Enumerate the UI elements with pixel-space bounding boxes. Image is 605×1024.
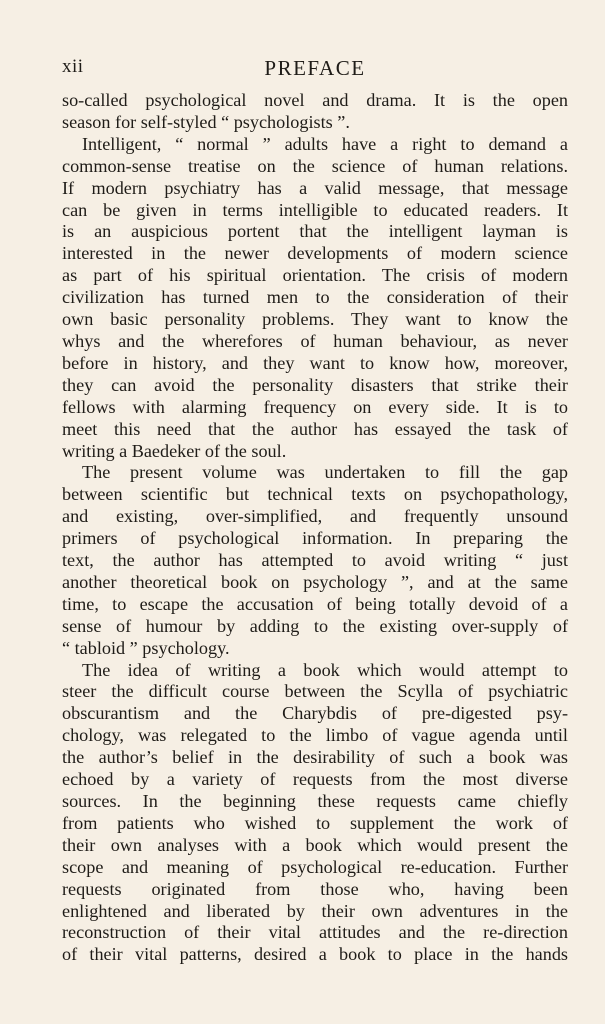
text-line: text, the author has attempted to avoid writing “ just (62, 550, 568, 571)
text-line: “ tabloid ” psychology. (62, 637, 230, 658)
text-line: The present volume was undertaken to fill the gap (82, 462, 568, 483)
text-line: the author’s belief in the desirability of such a book was (62, 747, 568, 768)
running-head: PREFACE (264, 56, 366, 80)
text-line: fellows with alarming frequency on every side. It is to (62, 396, 568, 417)
preface-body-text (62, 90, 568, 966)
text-line: of their vital patterns, desired a book to place in the hands (62, 944, 568, 965)
text-line: The idea of writing a book which would attempt to (82, 659, 568, 680)
text-line: season for self-styled “ psychologists ”. (62, 111, 350, 132)
text-line: before in history, and they want to know how, moreover, (62, 352, 568, 373)
text-line: they can avoid the personality disasters that strike their (62, 374, 568, 395)
text-line: another theoretical book on psychology ”, and at the same (62, 571, 568, 592)
text-line: their own analyses with a book which would present the (62, 834, 568, 855)
text-line: so-called psychological novel and drama. It is the open (62, 90, 568, 110)
text-line: whys and the wherefores of human behaviour, as never (62, 330, 568, 351)
text-line: enlightened and liberated by their own adventures in the (62, 900, 568, 921)
text-line: meet this need that the author has essayed the task of (62, 418, 568, 439)
text-line: civilization has turned men to the consideration of their (62, 287, 568, 308)
text-line: sense of humour by adding to the existing over-supply of (62, 615, 568, 636)
text-line: time, to escape the accusation of being totally devoid of a (62, 593, 568, 614)
text-line: obscurantism and the Charybdis of pre-digested psy- (62, 703, 568, 724)
text-line: from patients who wished to supplement the work of (62, 812, 568, 833)
text-line: If modern psychiatry has a valid message, that message (62, 177, 568, 198)
text-line: is an auspicious portent that the intelligent layman is (62, 221, 568, 242)
page-number: xii (62, 56, 84, 77)
text-line: between scientific but technical texts on psychopathology, (62, 484, 568, 505)
text-line: writing a Baedeker of the soul. (62, 440, 287, 461)
text-line: common-sense treatise on the science of human relations. (62, 155, 568, 176)
text-line: as part of his spiritual orientation. The crisis of modern (62, 265, 568, 286)
text-line: sources. In the beginning these requests came chiefly (62, 791, 568, 811)
text-line: and existing, over-simplified, and frequently unsound (62, 506, 568, 527)
page-header (62, 56, 568, 82)
text-line: interested in the newer developments of modern science (62, 243, 568, 264)
text-line: echoed by a variety of requests from the most diverse (62, 769, 568, 790)
text-line: requests originated from those who, having been (62, 878, 568, 899)
text-line: steer the difficult course between the Scylla of psychiatric (62, 681, 568, 702)
text-line: primers of psychological information. In preparing the (62, 528, 568, 549)
text-line: own basic personality problems. They want to know the (62, 309, 568, 330)
text-line: scope and meaning of psychological re-education. Further (62, 856, 568, 877)
text-line: can be given in terms intelligible to educated readers. It (62, 199, 568, 220)
text-line: reconstruction of their vital attitudes and the re-direction (62, 922, 568, 943)
text-line: chology, was relegated to the limbo of vague agenda until (62, 725, 568, 746)
text-line: Intelligent, “ normal ” adults have a right to demand a (82, 133, 568, 154)
